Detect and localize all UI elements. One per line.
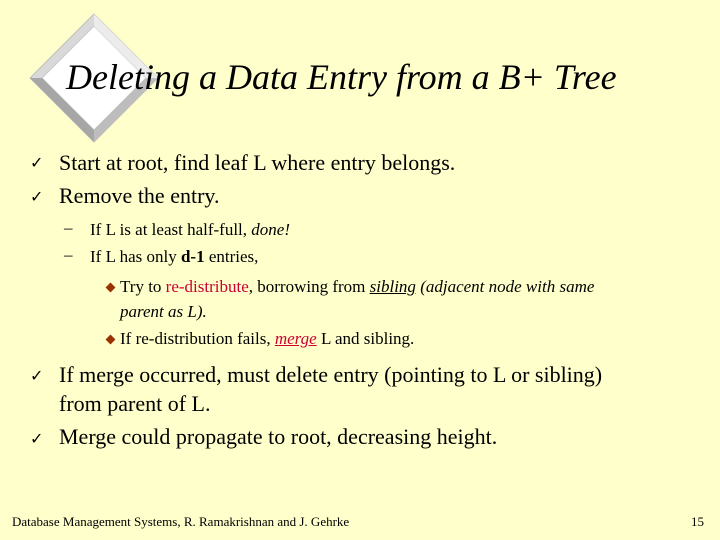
- redistribute-pre: Try to: [120, 277, 166, 296]
- slide-title: Deleting a Data Entry from a B+ Tree: [66, 57, 617, 97]
- d-minus-1-text: d-1: [180, 247, 205, 266]
- sub-bullet-half-full-text: If L is at least half-full,: [90, 220, 252, 239]
- page-number: 15: [691, 514, 704, 529]
- merge-post: L and sibling.: [316, 329, 415, 348]
- footer-credits: Database Management Systems, R. Ramakrishnan and J. Gehrke: [12, 514, 350, 529]
- sibling-text: sibling: [369, 277, 416, 296]
- checkmark-bullet-icon: ✓: [30, 189, 44, 206]
- dash-bullet: –: [64, 245, 73, 264]
- diamond-bullet-icon: [106, 334, 116, 344]
- checkmark-bullet-icon: ✓: [30, 155, 44, 172]
- merge-pre: If re-distribution fails,: [120, 329, 275, 348]
- done-text: done!: [251, 220, 291, 239]
- subsub-bullet-redistribute-cont: [120, 300, 207, 324]
- bullet-start-at-root: Start at root, find leaf L where entry belongs.: [59, 150, 456, 175]
- checkmark-bullet-icon: ✓: [30, 368, 44, 385]
- re-distribute-text: re-distribute: [165, 277, 249, 296]
- adjacent-node-text: (adjacent node with same: [415, 277, 595, 296]
- bullet-merge-occurred: If merge occurred, must delete entry (pointing to L or sibling): [59, 362, 603, 387]
- diamond-bullet-icon: [106, 282, 116, 292]
- sub-bullet-d-minus-1-post: entries,: [204, 247, 259, 266]
- parent-as-l-text: parent as L).: [120, 302, 207, 321]
- subsub-bullet-redistribute: [104, 275, 594, 299]
- bullet-remove-entry: Remove the entry.: [59, 183, 220, 208]
- bullet-propagate: Merge could propagate to root, decreasing height.: [59, 424, 498, 449]
- sub-bullet-half-full: [90, 218, 290, 242]
- checkmark-bullet-icon: ✓: [30, 431, 44, 448]
- redistribute-mid: , borrowing from: [248, 277, 370, 296]
- sub-bullet-d-minus-1: [90, 245, 258, 269]
- dash-bullet: –: [64, 218, 73, 237]
- bullet-merge-occurred-cont: from parent of L.: [59, 391, 211, 416]
- sub-bullet-d-minus-1-pre: If L has only: [90, 247, 181, 266]
- merge-text: merge: [274, 329, 317, 348]
- subsub-bullet-merge: [104, 327, 414, 351]
